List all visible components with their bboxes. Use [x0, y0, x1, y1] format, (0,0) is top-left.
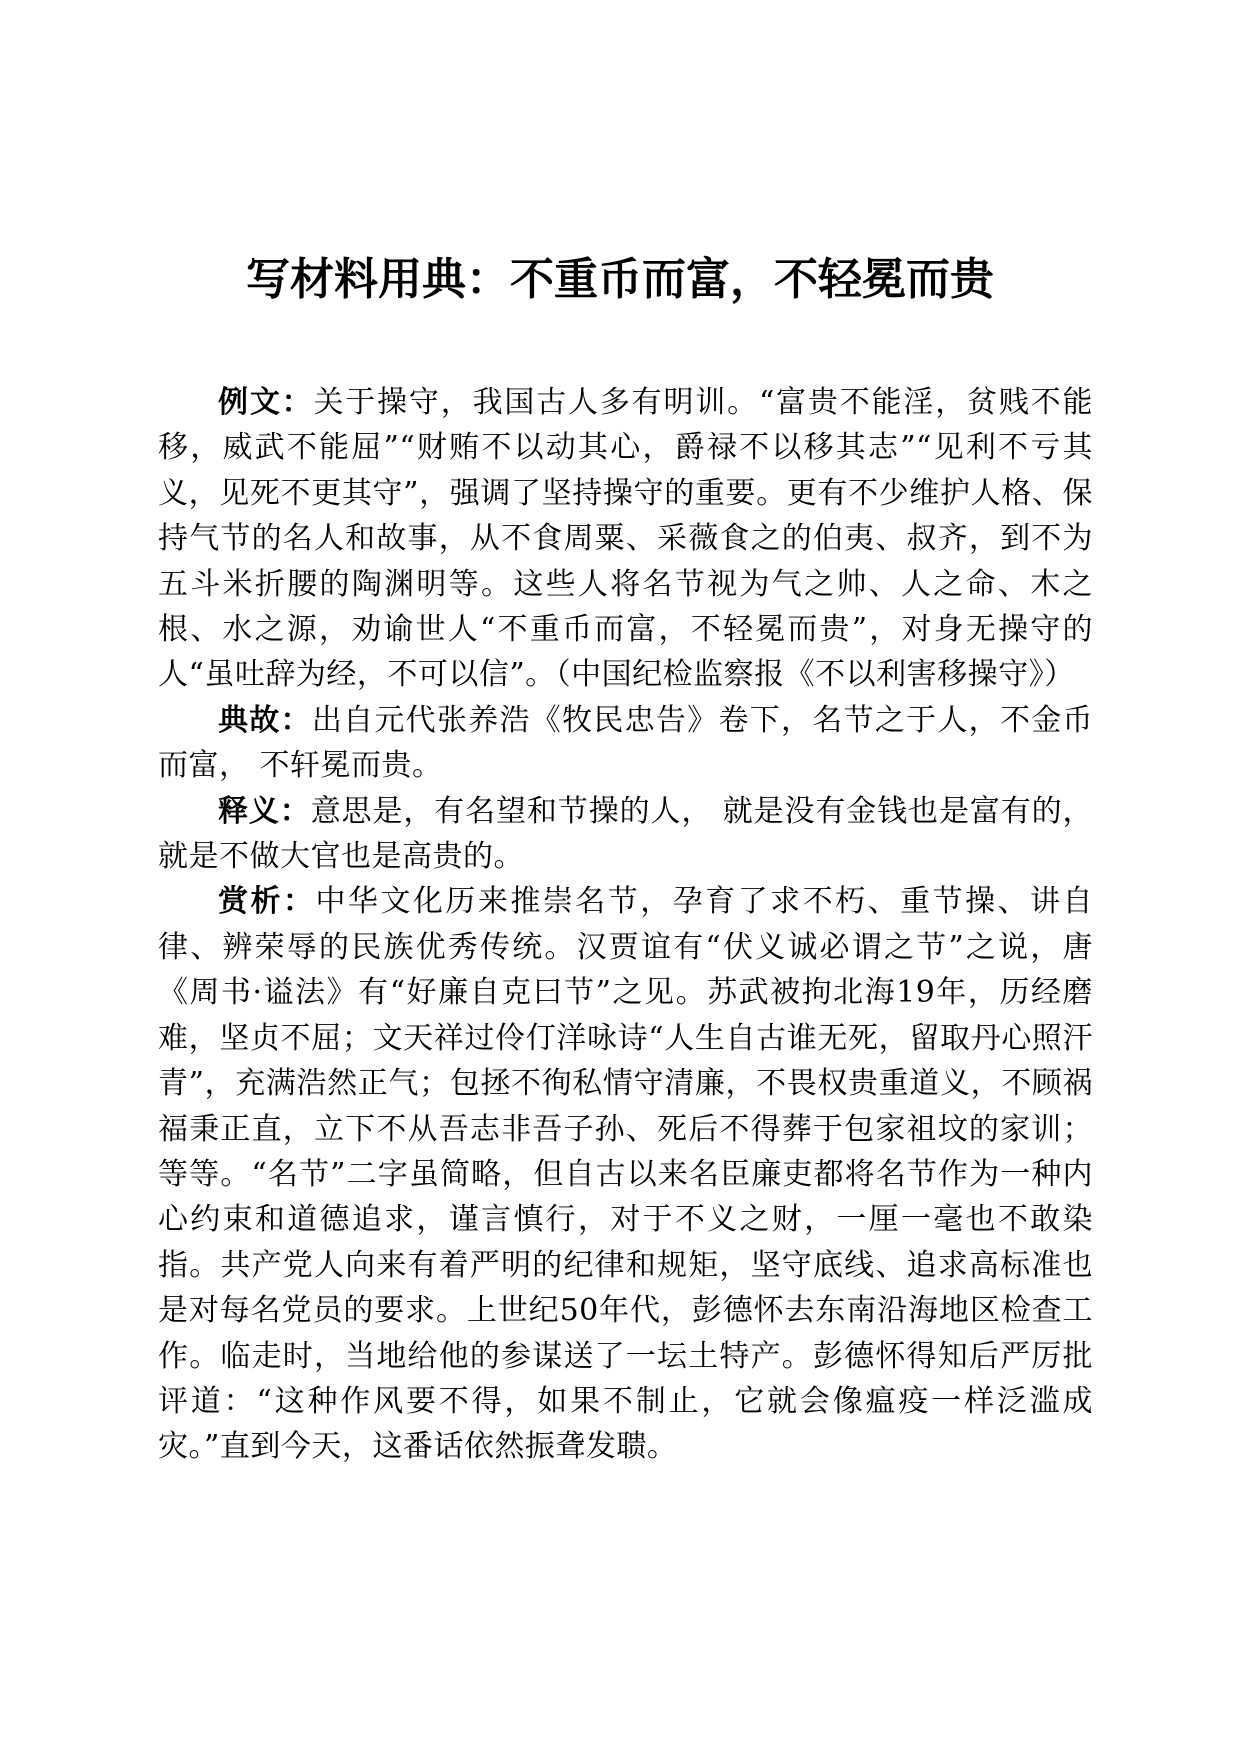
- allusion-paragraph: [158, 698, 1093, 789]
- analysis-label: 赏析：: [218, 884, 316, 920]
- meaning-text: 意思是，有名望和节操的人， 就是没有金钱也是富有的， 就是不做大官也是高贵的。: [158, 793, 1094, 875]
- meaning-label: 释义：: [218, 793, 311, 829]
- analysis-text: 中华文化历来推崇名节，孕育了求不朽、重节操、讲自律、辨荣辱的民族优秀传统。汉贾谊有“伏义诚必谓之节”之说，唐《周书·谥法》有“好廉自克曰节”之见。苏武被拘北海19年，历经磨难，坚贞不屈；文天祥过伶仃洋咏诗“人生自古谁无死，留取丹心照汗青”，充满浩然正气；包拯不徇私情守清廉，不畏权贵重道义，不顾祸福秉正直，立下不从吾志非吾子孙、死后不得葬于包家祖坟的家训；等等。“名节”二字虽简略，但自古以来名臣廉吏都将名节作为一种内心约束和道德追求，谨言慎行，对于不义之财，一厘一毫也不敢染指。共产党人向来有着严明的纪律和规矩，坚守底线、追求高标准也是对每名党员的要求。上世纪50年代，彭德怀去东南沿海地区检查工作。临走时，当地给他的参谋送了一坛土特产。彭德怀得知后严厉批评道：“这种作风要不得，如果不制止，它就会像瘟疫一样泛滥成灾。”直到今天，这番话依然振聋发聩。: [158, 884, 1094, 1465]
- allusion-text: 出自元代张养浩《牧民忠告》卷下，名节之于人，不金币而富， 不轩冕而贵。: [158, 702, 1094, 784]
- analysis-paragraph: [158, 879, 1093, 1469]
- example-label: 例文：: [218, 385, 314, 420]
- allusion-label: 典故：: [218, 702, 312, 738]
- document-title: 写材料用典：不重币而富，不轻冕而贵: [246, 254, 994, 305]
- document-body: [158, 380, 1093, 1470]
- example-paragraph: [158, 380, 1093, 698]
- example-text: 关于操守，我国古人多有明训。“富贵不能淫，贫贱不能移，威武不能屈”“财贿不以动其心，爵禄不以移其志”“见利不亏其义，见死不更其守”，强调了坚持操守的重要。更有不少维护人格、保持气节的名人和故事，从不食周粟、采薇食之的伯夷、叔齐，到不为五斗米折腰的陶渊明等。这些人将名节视为气之帅、人之命、木之根、水之源，劝谕世人“不重币而富，不轻冕而贵”，对身无操守的人“虽吐辞为经，不可以信”。（中国纪检监察报《不以利害移操守》）: [158, 385, 1093, 693]
- meaning-paragraph: [158, 789, 1093, 880]
